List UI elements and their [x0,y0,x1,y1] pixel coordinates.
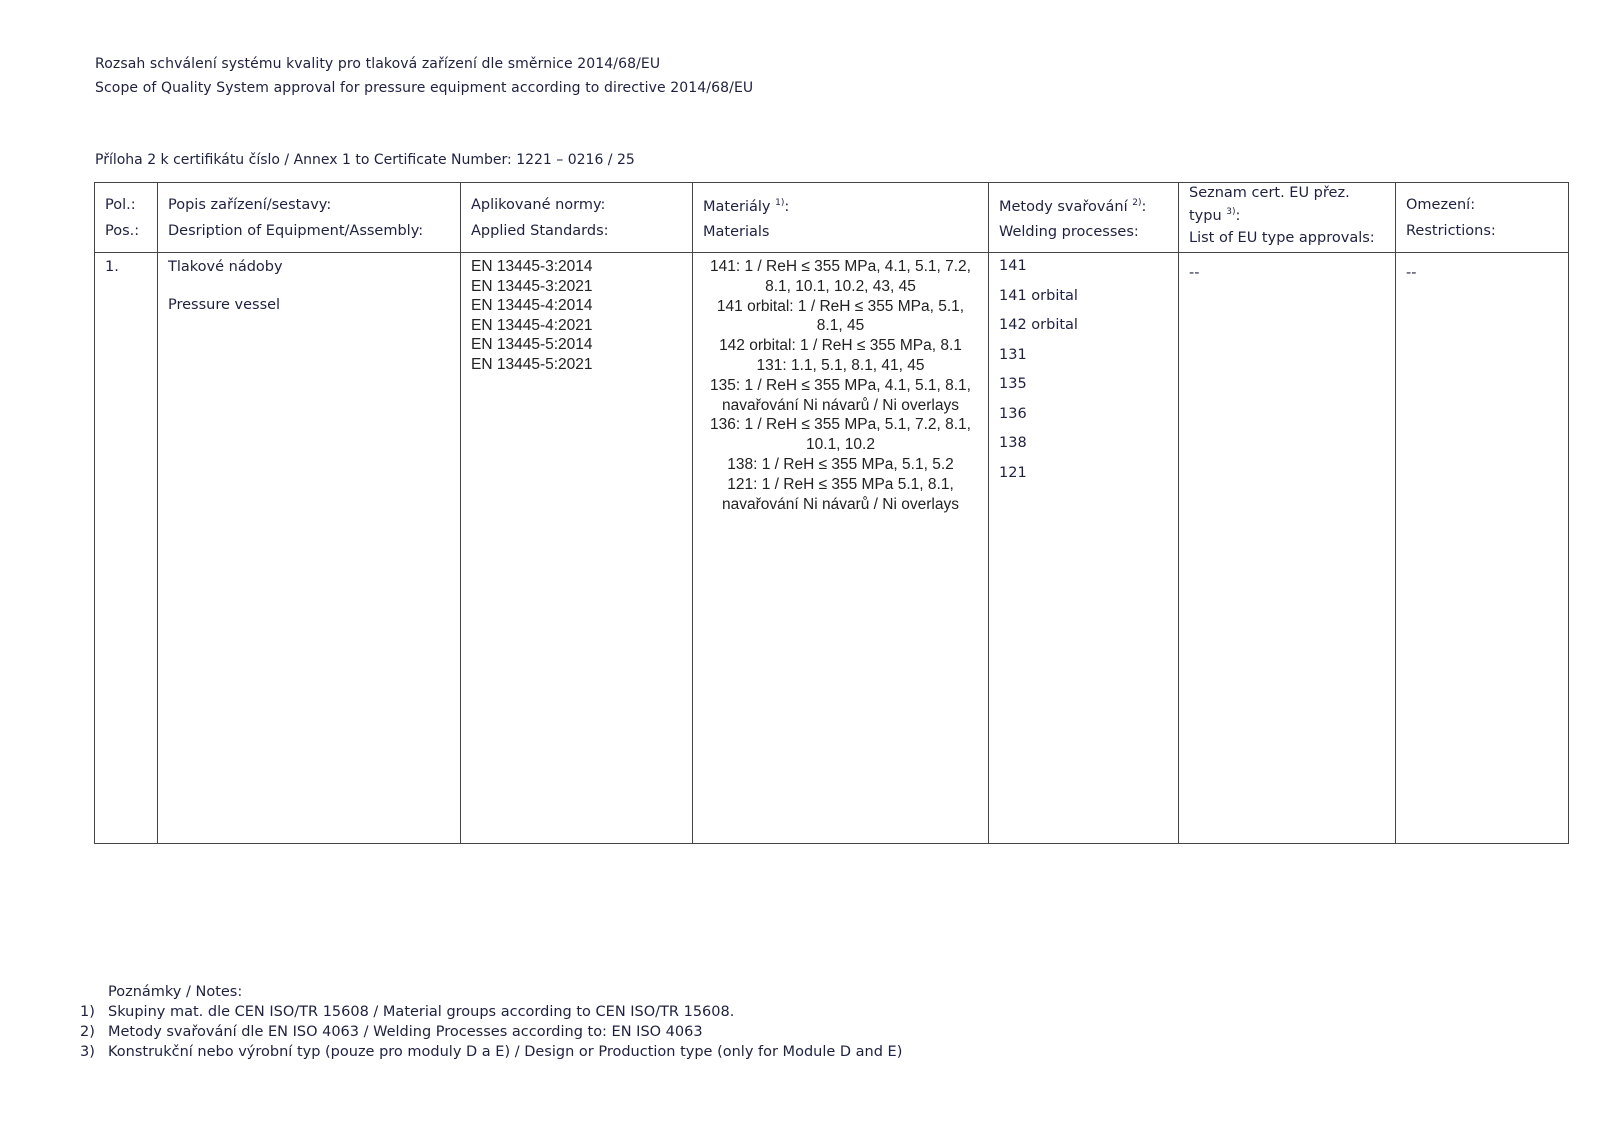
title-czech: Rozsah schválení systému kvality pro tlaková zařízení dle směrnice 2014/68/EU [95,56,661,72]
cell-restrictions: -- [1396,253,1569,844]
welding-item: 138 [999,435,1027,451]
material-line: 135: 1 / ReH ≤ 355 MPa, 4.1, 5.1, 8.1, [710,376,971,394]
material-line: navařování Ni návarů / Ni overlays [722,396,959,414]
standard-item: EN 13445-4:2014 [471,297,593,315]
header-welding: Metody svařování $^{2)}$: Welding processes: [989,183,1179,253]
notes-title: Poznámky / Notes: [108,984,243,1000]
scope-table [94,182,1569,844]
note-item: 3) Konstrukční nebo výrobní typ (pouze pro moduly D a E) / Design or Production type (only for Module D and E) [80,1044,903,1060]
material-line: 10.1, 10.2 [806,436,875,454]
welding-item: 135 [999,376,1027,392]
material-line: 121: 1 / ReH ≤ 355 MPa 5.1, 8.1, [727,475,954,493]
material-line: 138: 1 / ReH ≤ 355 MPa, 5.1, 5.2 [727,455,954,473]
material-line: 141 orbital: 1 / ReH ≤ 355 MPa, 5.1, [716,297,965,315]
header-eu-approvals: Seznam cert. EU přez. typu $^{3)}$: List of EU type approvals: [1179,183,1396,253]
welding-item: 141 [999,258,1027,274]
standard-item: EN 13445-5:2021 [471,355,593,373]
note-item: 1) Skupiny mat. dle CEN ISO/TR 15608 / Material groups according to CEN ISO/TR 15608. [80,1004,735,1020]
cell-description: Tlakové nádoby Pressure vessel [158,253,461,844]
material-line: 141: 1 / ReH ≤ 355 MPa, 4.1, 5.1, 7.2, [710,258,971,275]
table-row [95,253,1569,844]
welding-item: 141 orbital [999,287,1078,304]
material-line: 131: 1.1, 5.1, 8.1, 41, 45 [756,356,925,374]
material-line: 8.1, 45 [816,317,865,335]
welding-item: 136 [999,405,1027,422]
header-restrictions: Omezení: Restrictions: [1396,183,1569,253]
material-line: 142 orbital: 1 / ReH ≤ 355 MPa, 8.1 [719,337,962,355]
welding-item: 142 orbital [999,317,1078,333]
header-description: Popis zařízení/sestavy: Desription of Equipment/Assembly: [158,183,461,253]
header-pos: Pol.: Pos.: [95,183,158,253]
header-materials: Materiály $^{1)}$: Materials [693,183,989,253]
standard-item: EN 13445-3:2014 [471,258,593,275]
standard-item: EN 13445-3:2021 [471,277,593,295]
cell-pos: 1. [95,253,158,844]
note-item: 2) Metody svařování dle EN ISO 4063 / Welding Processes according to: EN ISO 4063 [80,1024,703,1040]
notes-section [80,982,902,1062]
table-header-row [95,183,1569,253]
title-english: Scope of Quality System approval for pressure equipment according to directive 2014/68/EU [95,80,754,96]
cell-materials [693,253,989,844]
header-standards: Aplikované normy: Applied Standards: [461,183,693,253]
welding-item: 121 [999,464,1027,481]
material-line: 8.1, 10.1, 10.2, 43, 45 [765,277,916,295]
material-line: 136: 1 / ReH ≤ 355 MPa, 5.1, 7.2, 8.1, [710,416,971,434]
standard-item: EN 13445-4:2021 [471,316,593,334]
welding-item: 131 [999,346,1027,363]
cell-eu-approvals: -- [1179,253,1396,844]
cell-welding [989,253,1179,844]
cell-standards [461,253,693,844]
standard-item: EN 13445-5:2014 [471,336,593,354]
material-line: navařování Ni návarů / Ni overlays [722,495,959,513]
annex-line: Příloha 2 k certifikátu číslo / Annex 1 to Certificate Number: 1221 – 0216 / 25 [95,152,635,168]
